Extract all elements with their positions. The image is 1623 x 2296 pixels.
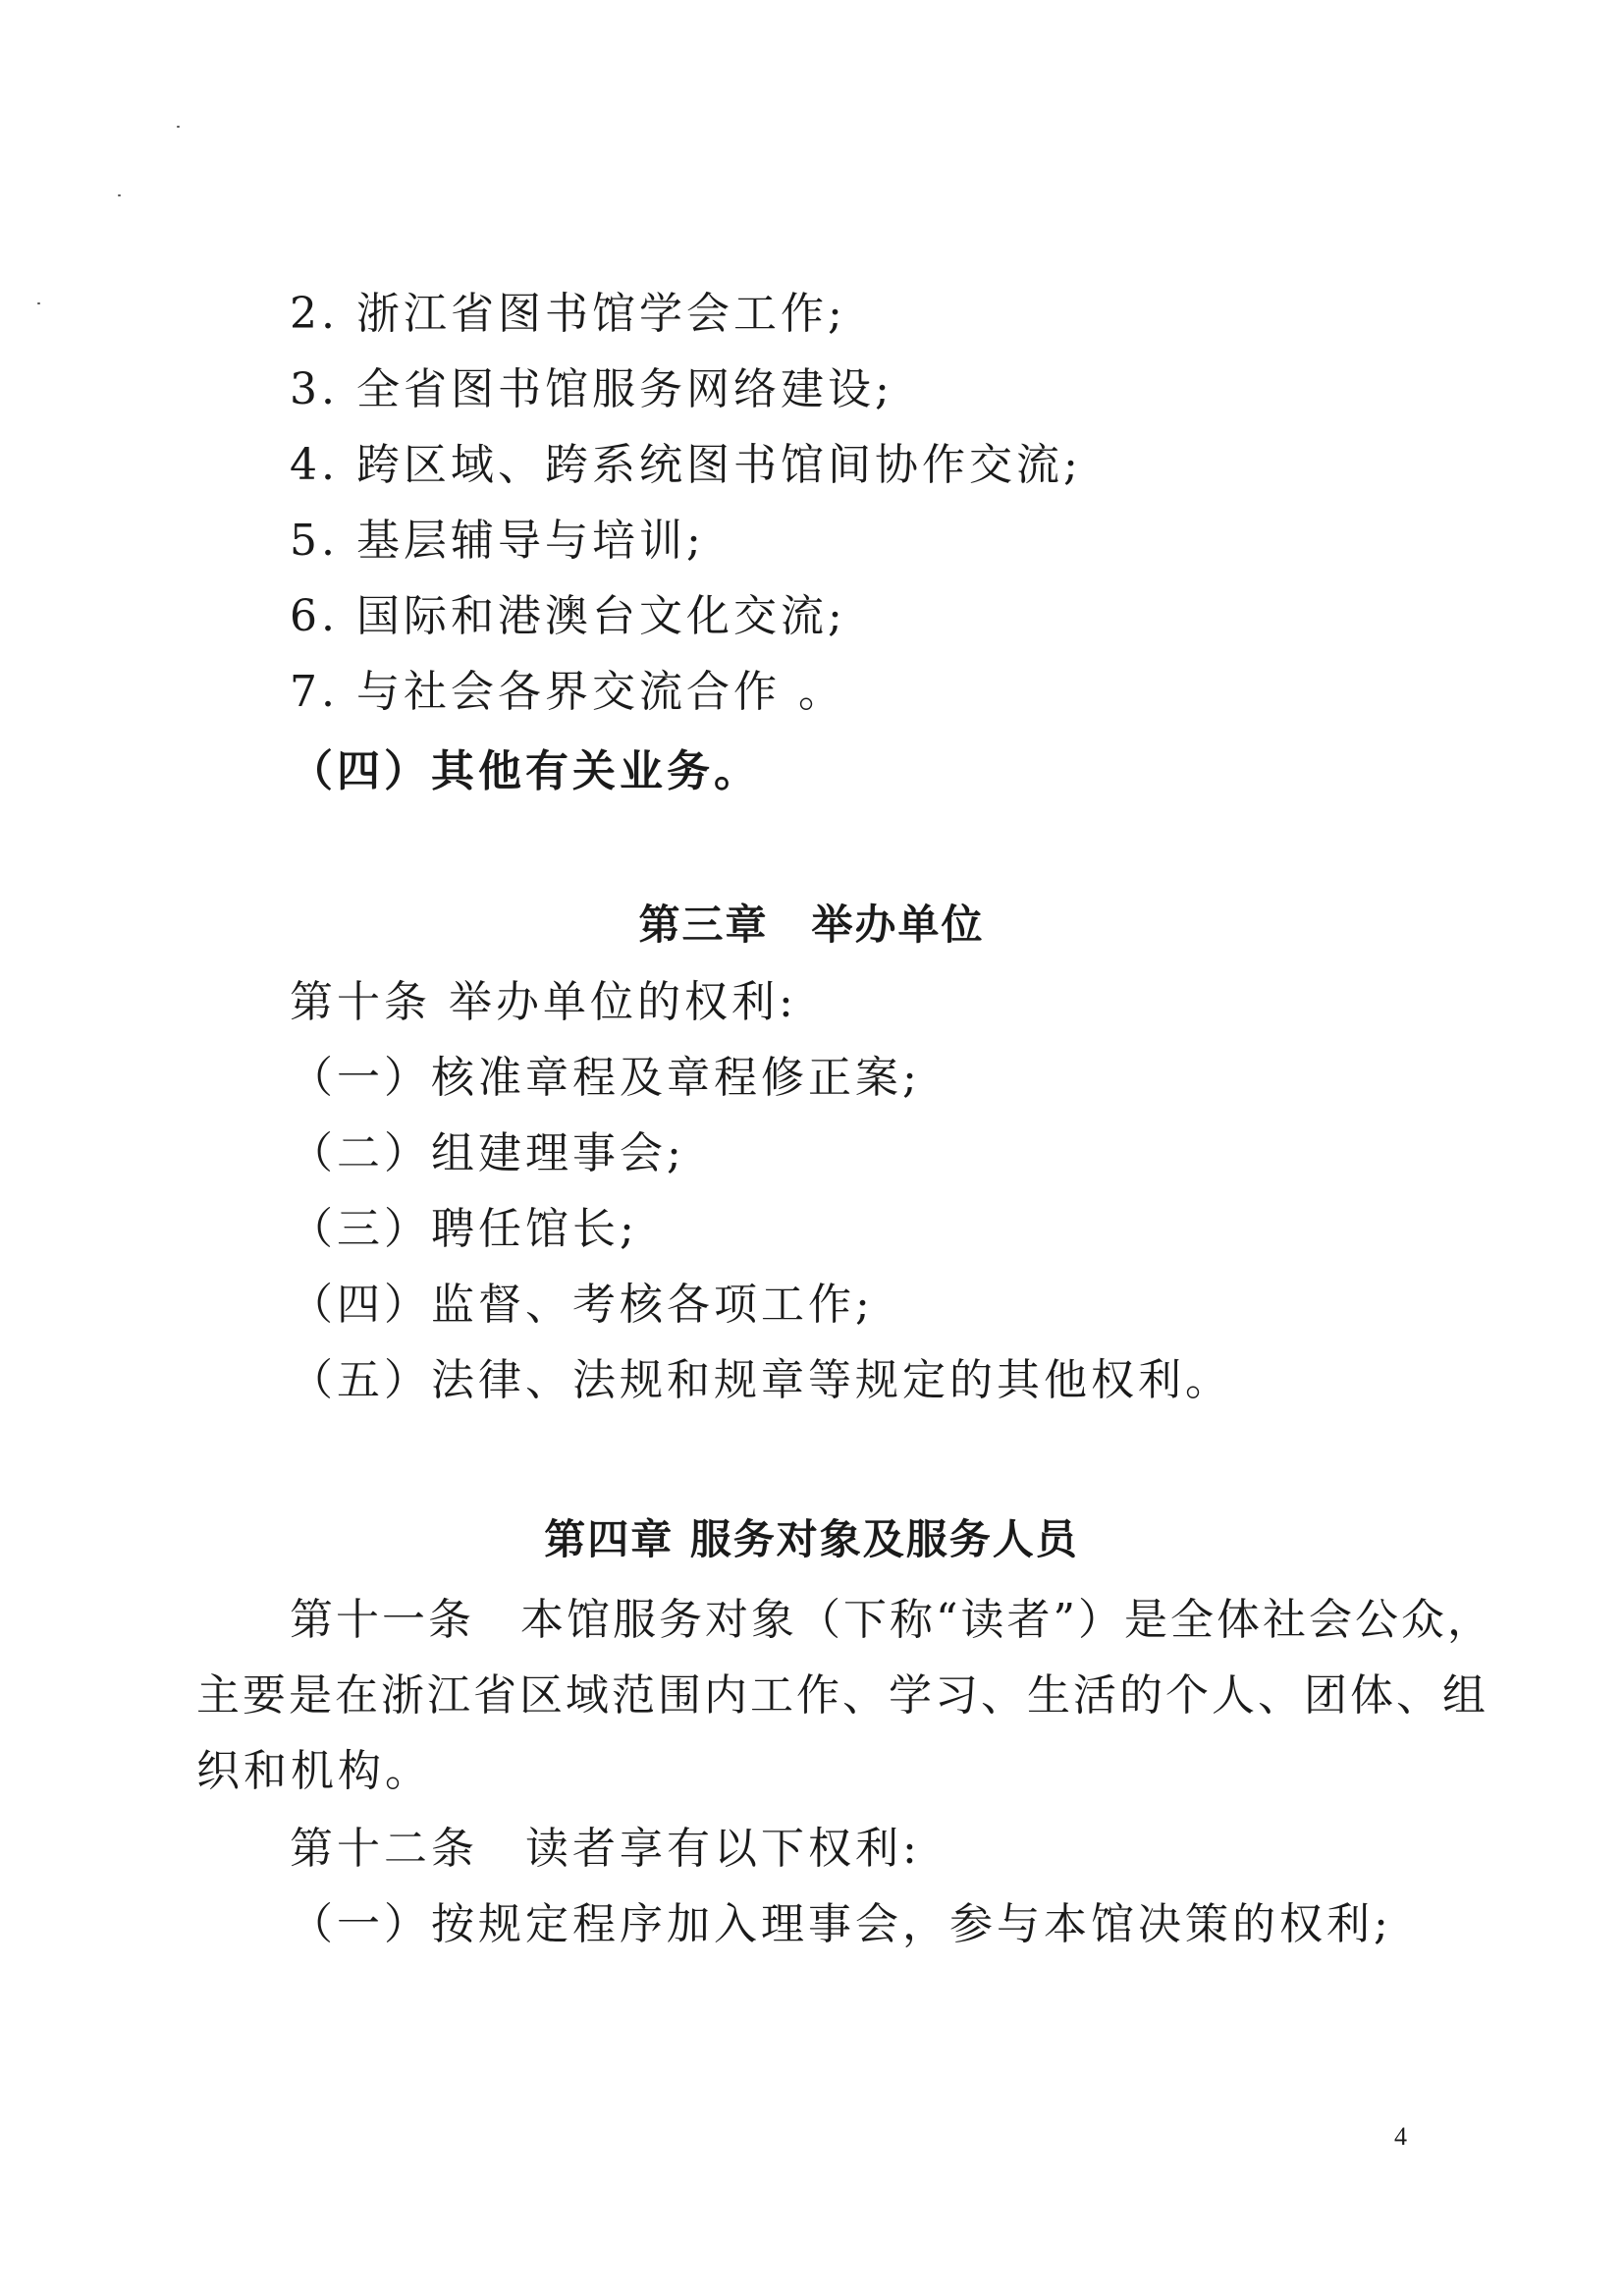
article-paragraph-line: 第十一条 本馆服务对象（下称“读者”）是全体社会公众， — [290, 1595, 1493, 1645]
list-item: （二）组建理事会; — [290, 1128, 685, 1178]
list-item: 7. 与社会各界交流合作 。 — [290, 667, 845, 717]
article-paragraph-line: 主要是在浙江省区域范围内工作、学习、生活的个人、团体、组 — [196, 1670, 1488, 1721]
page-number: 4 — [1394, 2122, 1407, 2151]
scan-speck — [177, 126, 180, 128]
list-item: 5. 基层辅导与培训; — [290, 516, 705, 566]
article-heading: 第十条 举办单位的权利: — [290, 977, 797, 1027]
list-item: （一）按规定程序加入理事会，参与本馆决策的权利; — [290, 1899, 1392, 1949]
chapter-heading: 第三章 举办单位 — [638, 901, 985, 949]
article-heading: 第十二条 读者享有以下权利: — [290, 1824, 921, 1874]
article-paragraph-line: 织和机构。 — [196, 1746, 432, 1796]
list-item: 3. 全省图书馆服务网络建设; — [290, 364, 893, 414]
list-item: 4. 跨区域、跨系统图书馆间协作交流; — [290, 440, 1082, 490]
list-item: 6. 国际和港澳台文化交流; — [290, 591, 846, 641]
list-item: （四）监督、考核各项工作; — [290, 1280, 874, 1330]
list-item: （三）聘任馆长; — [290, 1204, 638, 1254]
scan-speck — [118, 194, 121, 196]
scan-speck — [37, 302, 40, 304]
list-item: 2. 浙江省图书馆学会工作; — [290, 289, 846, 339]
list-item: （五）法律、法规和规章等规定的其他权利。 — [290, 1355, 1232, 1405]
section-other-business: （四）其他有关业务。 — [290, 746, 761, 796]
list-item: （一）核准章程及章程修正案; — [290, 1053, 921, 1103]
chapter-heading: 第四章 服务对象及服务人员 — [544, 1515, 1079, 1563]
